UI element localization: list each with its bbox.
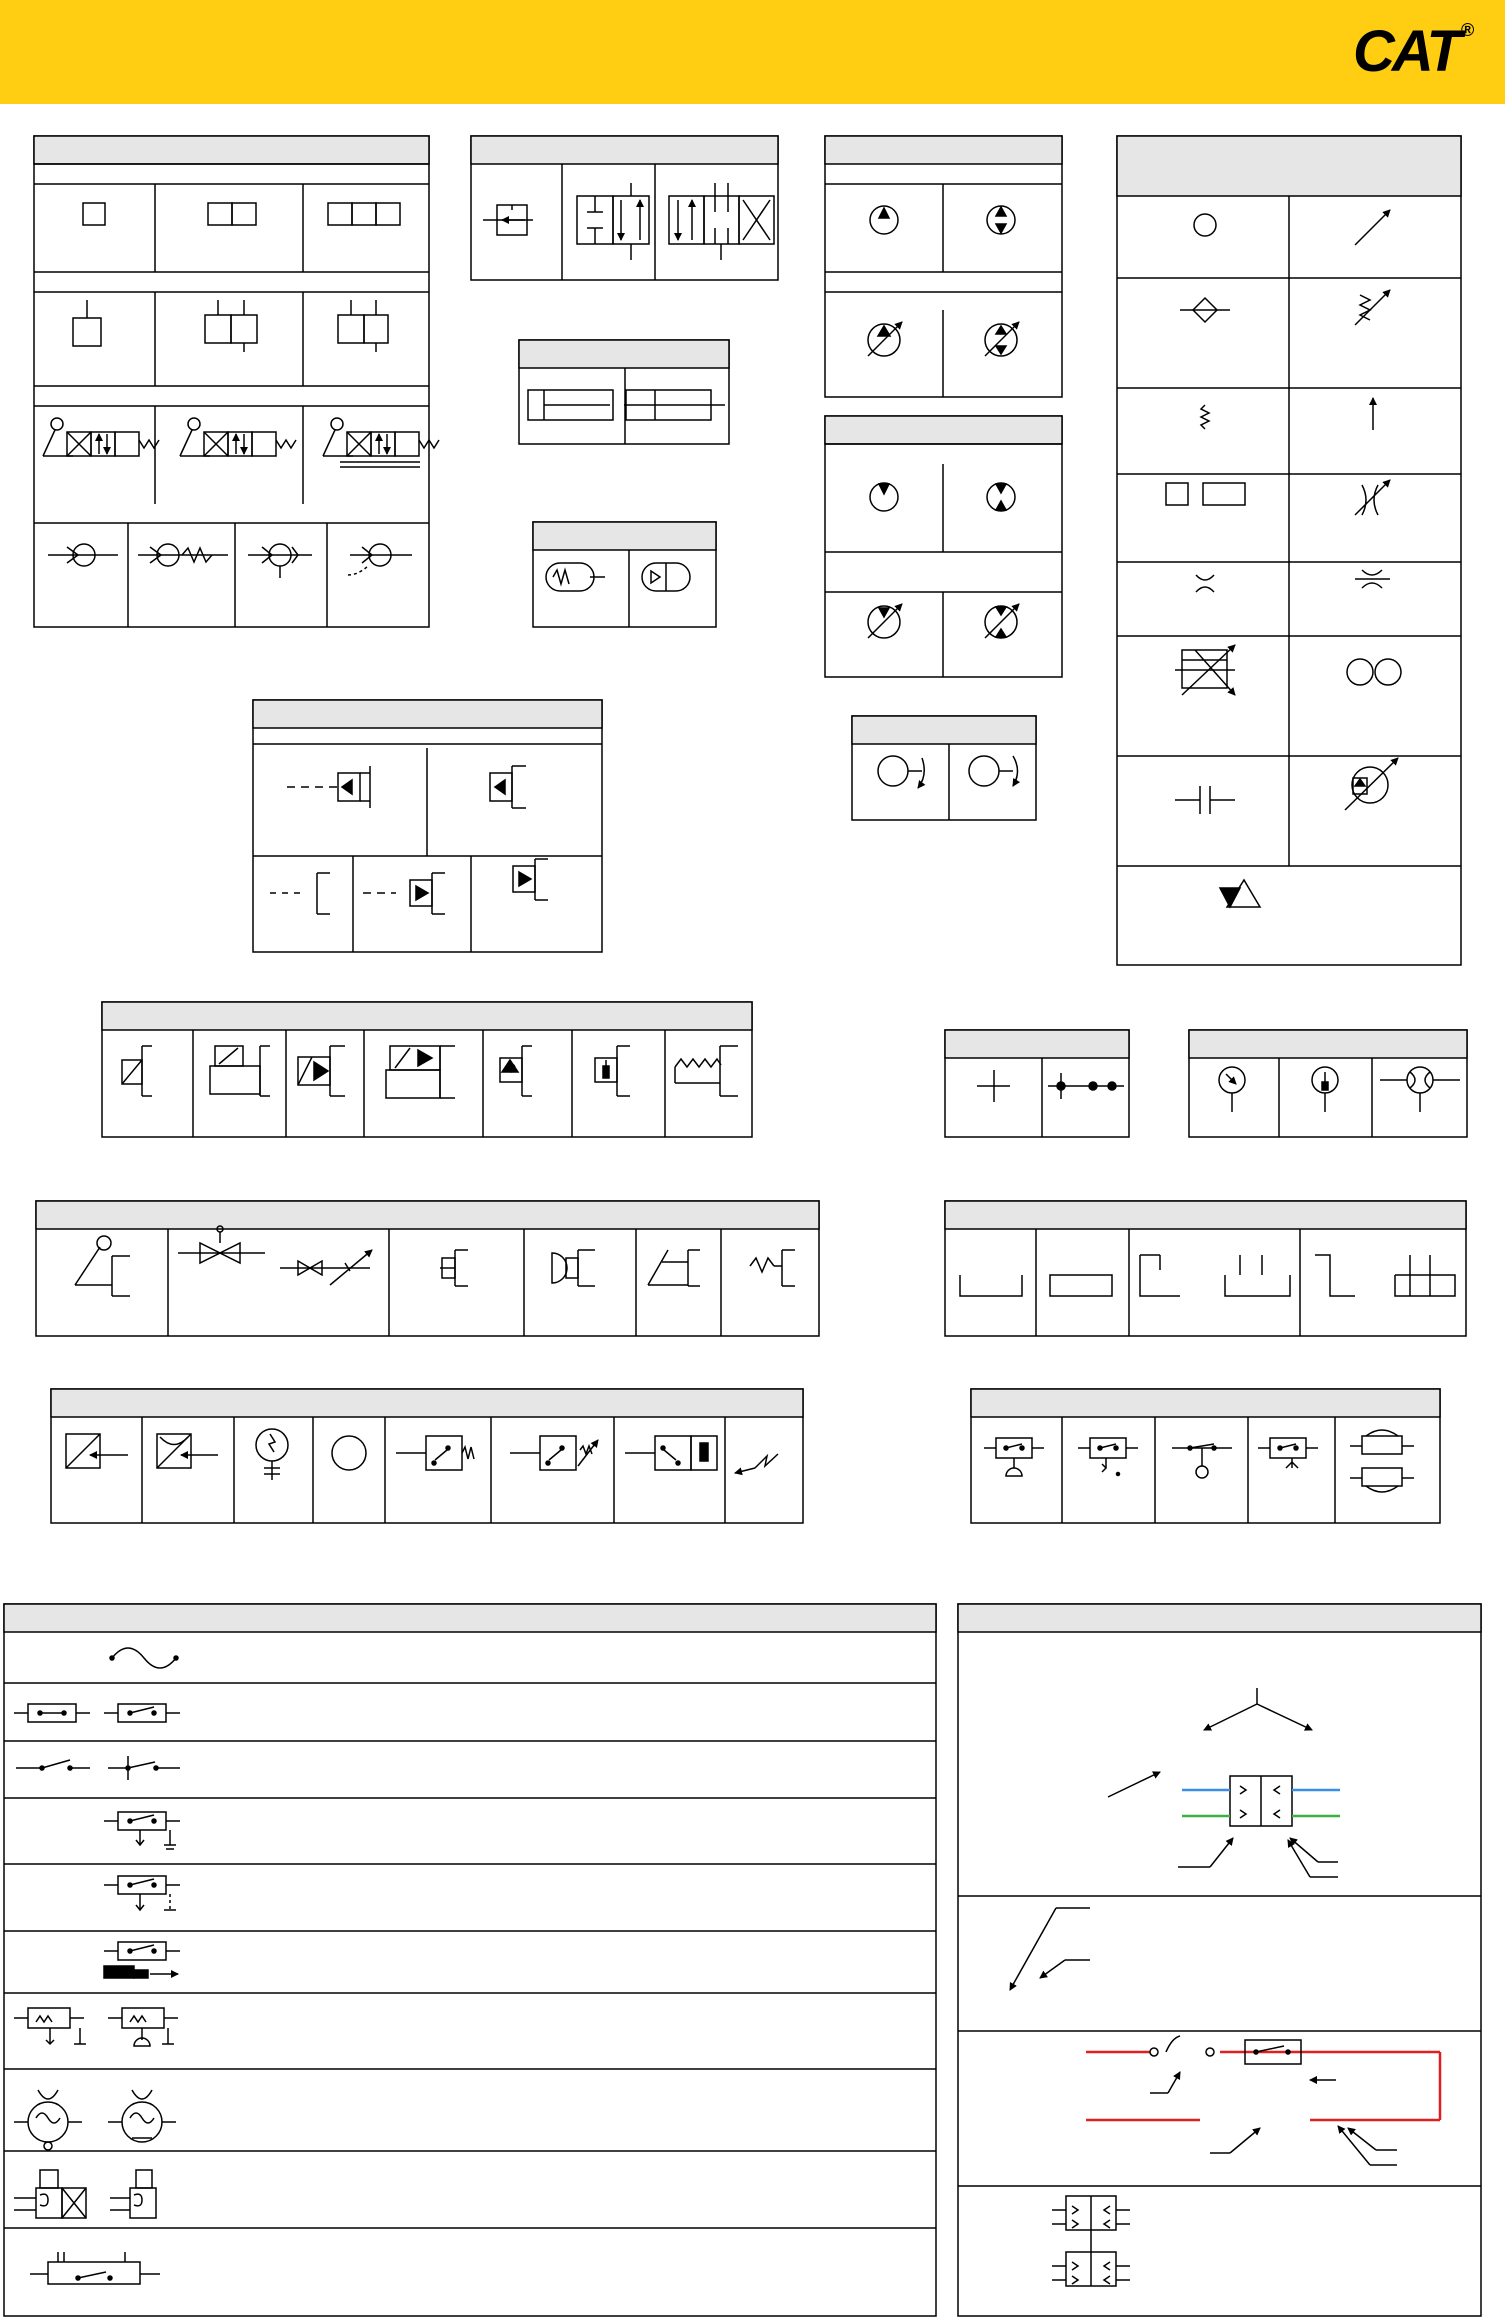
valve-positions	[471, 136, 778, 280]
accumulators	[533, 522, 716, 627]
sensors-and-switches	[51, 1389, 803, 1523]
check-valve-symbols	[48, 544, 412, 578]
gauge-symbols	[1219, 1067, 1460, 1112]
line-symbols	[945, 1030, 1129, 1137]
sensor-switch-symbols	[66, 1429, 778, 1480]
reservoir-symbols	[960, 1255, 1455, 1296]
reservoirs	[945, 1201, 1466, 1336]
valve-position-symbols	[483, 183, 774, 260]
hydraulic-pumps	[825, 136, 1062, 397]
rotating-shaft-symbols	[878, 756, 1018, 788]
solenoid-control-symbols	[122, 1046, 738, 1098]
electrical-switch-symbols	[984, 1430, 1414, 1492]
electrical-switches	[971, 1389, 1440, 1523]
misc-symbols	[1117, 136, 1461, 965]
accumulator-symbols	[546, 563, 690, 591]
cylinders	[519, 340, 729, 444]
hydraulic-motors	[825, 416, 1062, 677]
pilot-and-pressure-control	[253, 700, 602, 952]
rotating-shaft	[852, 716, 1036, 820]
valve-three-position-symbols	[43, 418, 439, 467]
cylinder-symbols	[528, 390, 725, 420]
registered-mark: ®	[1461, 20, 1475, 40]
manual-control	[36, 1201, 819, 1336]
line-symbols	[977, 1070, 1124, 1102]
misc-symbol-column	[1166, 210, 1401, 907]
valve-envelope-symbols	[73, 203, 400, 352]
pilot-control-symbols	[270, 766, 548, 914]
electrical-legend-symbols	[14, 1648, 180, 2284]
cat-logo: CAT	[1353, 19, 1459, 84]
wire-harness-legend	[958, 1604, 1481, 2316]
manual-control-symbols	[75, 1226, 795, 1296]
wire-harness-legend-symbols	[1010, 1688, 1440, 2286]
